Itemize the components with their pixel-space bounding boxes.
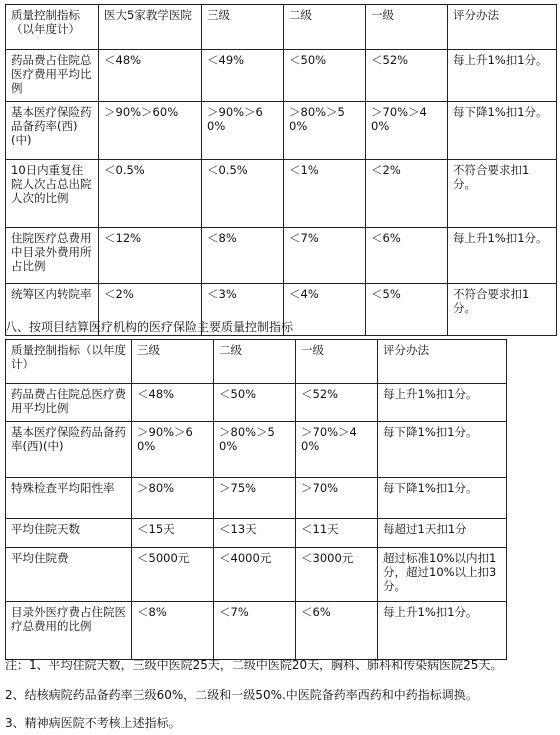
table-cell: ＜3% [202,284,284,336]
table-cell: ＞90%＞60% [132,422,214,478]
table-cell: ＞80%＞50% [214,422,296,478]
header-cell: 二级 [214,340,296,384]
table-row [6,478,507,519]
quality-table-teaching-hospitals [5,4,557,336]
header-cell: 三级 [132,340,214,384]
table-cell: 每上升1%扣1分。 [448,50,557,102]
table-cell: ＜5000元 [132,548,214,602]
table-cell: ＞80% [132,478,214,519]
table-cell: 药品费占住院总医疗费用平均比例 [6,384,132,422]
table-cell: ＞70%＞40% [296,422,378,478]
table-cell: ＜5% [366,284,448,336]
table-row [6,422,507,478]
table-row [6,384,507,422]
table-cell: ＞70%＞40% [366,102,448,160]
header-cell: 评分办法 [378,340,507,384]
header-cell: 质量控制指标（以年度计） [6,5,99,50]
note-3: 3、精神病医院不考核上述指标。 [5,716,181,730]
table-row [6,160,557,228]
table-header-row [6,5,557,50]
table-cell: 住院医疗总费用中目录外费用所占比例 [6,228,99,284]
header-cell: 评分办法 [448,5,557,50]
table-cell: ＜50% [214,384,296,422]
header-cell: 一级 [296,340,378,384]
table-cell: 不符合要求扣1分。 [448,284,557,336]
note-2: 2、结核病院药品备药率三级60%，二级和一级50%.中医院备药率西药和中药指标调换。 [5,688,478,702]
table-cell: ＜4000元 [214,548,296,602]
table-cell: ＞70% [296,478,378,519]
table-row [6,602,507,660]
table-cell: 药品费占住院总医疗费用平均比例 [6,50,99,102]
table-cell: ＜0.5% [99,160,202,228]
table-cell: 基本医疗保险药品备药率(西)(中) [6,102,99,160]
table-cell: ＞90%＞60% [99,102,202,160]
table-cell: 平均住院天数 [6,519,132,548]
table-cell: 不符合要求扣1分。 [448,160,557,228]
table-row [6,519,507,548]
note-1: 注：1、平均住院天数，三级中医院25天，二级中医院20天，胸科、肺科和传染病医院25天。 [5,658,503,672]
table-cell: ＜52% [366,50,448,102]
table-cell: ＜48% [99,50,202,102]
table-row [6,228,557,284]
table-row [6,50,557,102]
table-row [6,548,507,602]
table-cell: ＜1% [284,160,366,228]
table-cell: ＜52% [296,384,378,422]
table-cell: ＜6% [296,602,378,660]
table-cell: ＜13天 [214,519,296,548]
table-cell: ＜8% [132,602,214,660]
table-cell: ＜6% [366,228,448,284]
table-cell: ＜4% [284,284,366,336]
table-cell: 特殊检查平均阳性率 [6,478,132,519]
table-cell: ＜2% [366,160,448,228]
table-cell: ＜12% [99,228,202,284]
table-cell: 每下降1%扣1分。 [378,478,507,519]
header-cell: 医大5家教学医院 [99,5,202,50]
table-cell: ＜7% [214,602,296,660]
table-cell: ＜7% [284,228,366,284]
table-cell: ＜48% [132,384,214,422]
header-cell: 一级 [366,5,448,50]
table-cell: ＜0.5% [202,160,284,228]
table-cell: 每下降1%扣1分。 [448,102,557,160]
table-cell: 平均住院费 [6,548,132,602]
table-cell: 每超过1天扣1分 [378,519,507,548]
table-cell: ＞80%＞50% [284,102,366,160]
table-cell: 每上升1%扣1分。 [448,228,557,284]
table-cell: ＜50% [284,50,366,102]
table-cell: ＞75% [214,478,296,519]
table-cell: ＜3000元 [296,548,378,602]
header-cell: 质量控制指标（以年度计） [6,340,132,384]
table-cell: 10日内重复住院人次占总出院人次的比例 [6,160,99,228]
table-cell: 目录外医疗费占住院医疗总费用的比例 [6,602,132,660]
table-cell: 超过标准10%以内扣1分，超过10%以上扣3分。 [378,548,507,602]
table-cell: ＞90%＞60% [202,102,284,160]
table-row [6,102,557,160]
table-cell: ＜8% [202,228,284,284]
header-cell: 二级 [284,5,366,50]
table-header-row [6,340,507,384]
quality-table-project-settlement [5,339,507,660]
table-cell: 每下降1%扣1分。 [378,422,507,478]
table-cell: 每上升1%扣1分。 [378,602,507,660]
table-cell: 每上升1%扣1分。 [378,384,507,422]
table-cell: ＜49% [202,50,284,102]
section-title: 八、按项目结算医疗机构的医疗保险主要质量控制指标 [5,320,294,334]
table-cell: 基本医疗保险药品备药率(西)(中) [6,422,132,478]
table-cell: ＜2% [99,284,202,336]
table-cell: 统筹区内转院率 [6,284,99,336]
table-cell: ＜11天 [296,519,378,548]
header-cell: 三级 [202,5,284,50]
table-cell: ＜15天 [132,519,214,548]
